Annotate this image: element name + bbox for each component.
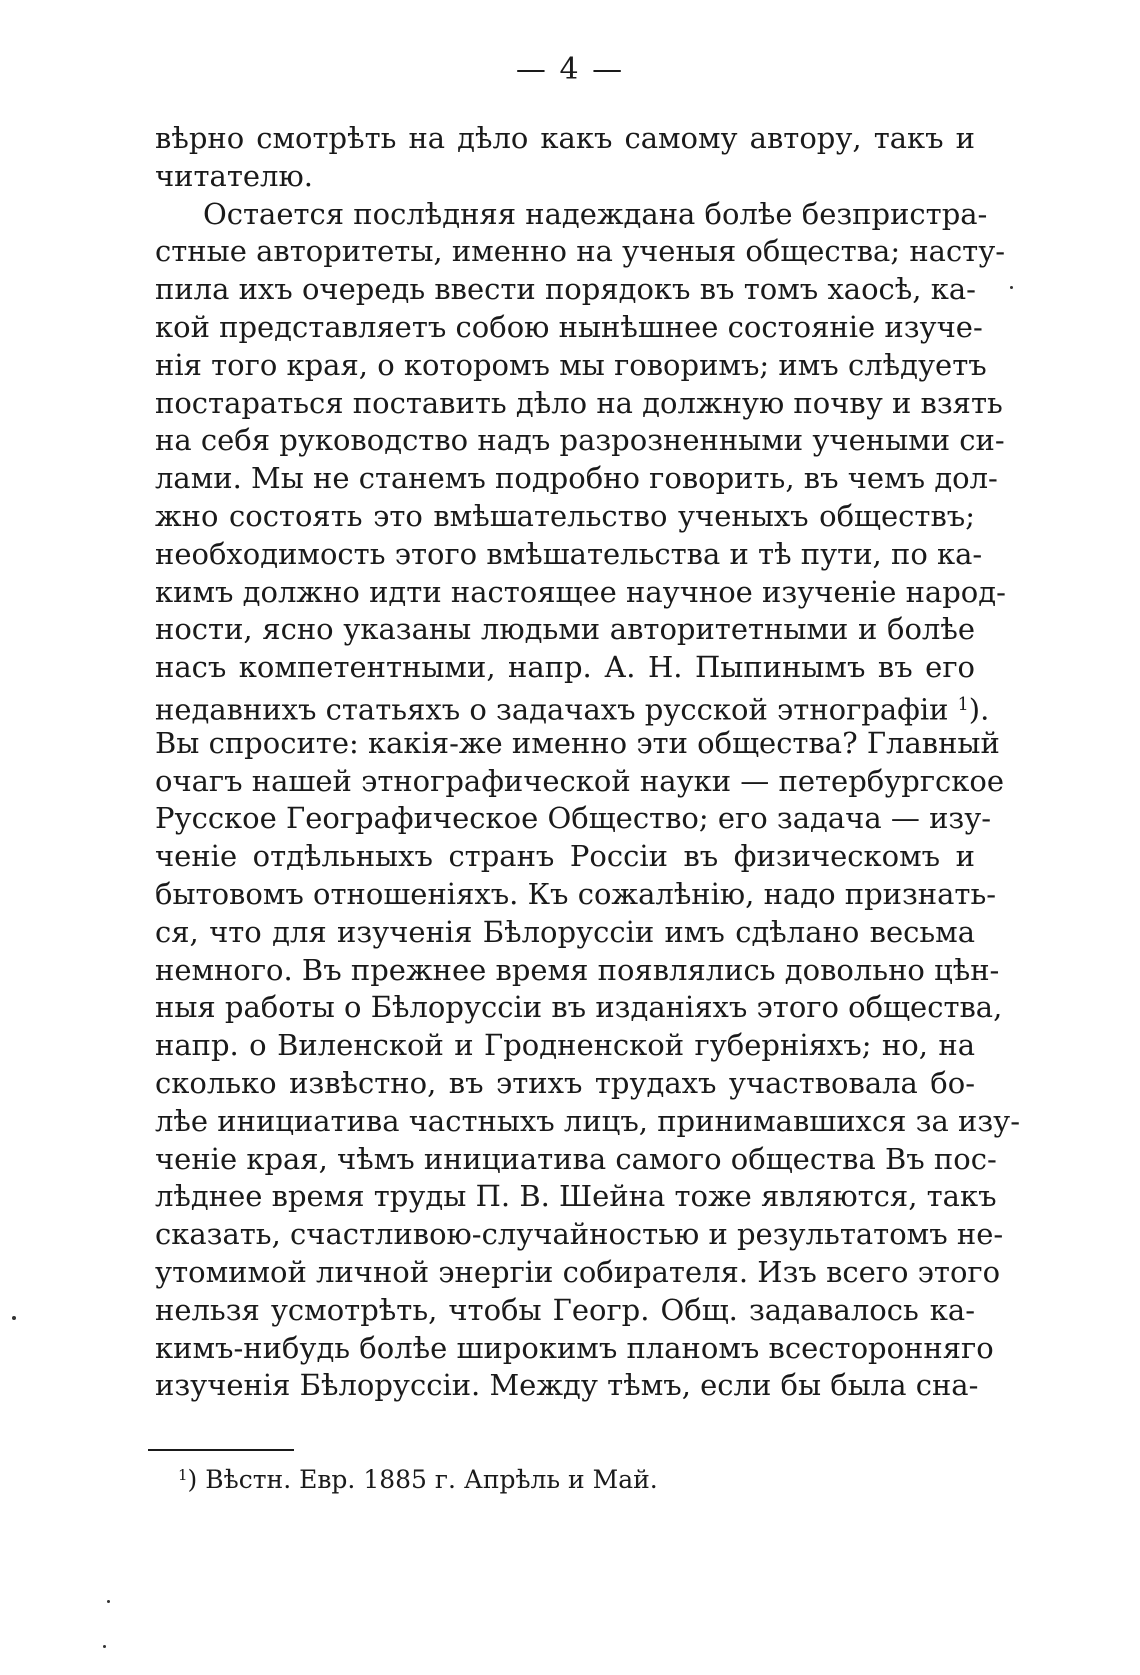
text-line: изученiя Бѣлоруссiи. Между тѣмъ, если бы была сна- bbox=[155, 1368, 979, 1403]
text-line: Русское Географическое Общество; его задача — изу- bbox=[155, 801, 992, 836]
text-line: стные авторитеты, именно на ученыя общества; насту- bbox=[155, 234, 1006, 269]
text-line: ныя работы о Бѣлоруссiи въ изданiяхъ этого общества, bbox=[155, 990, 1003, 1025]
scan-speck bbox=[107, 1600, 110, 1603]
footnote-reference: 1 bbox=[957, 694, 969, 715]
text-line: очагъ нашей этнографической науки — петербургское bbox=[155, 763, 1005, 798]
text-line: Вы спросите: какiя-же именно эти общества? Главный bbox=[155, 725, 1000, 760]
footnote-separator bbox=[148, 1449, 294, 1451]
text-line: кимъ должно идти настоящее научное изученiе народ- bbox=[155, 574, 1006, 609]
scan-speck bbox=[103, 1645, 106, 1648]
text-line: жно состоять это вмѣшательство ученыхъ обществъ; bbox=[155, 498, 975, 533]
text-line: утомимой личной энергiи собирателя. Изъ всего этого bbox=[155, 1254, 1001, 1289]
text-line: ченiе края, чѣмъ инициатива самого общества Въ пос- bbox=[155, 1141, 997, 1176]
text-line: постараться поставить дѣло на должную почву и взять bbox=[155, 385, 1003, 420]
text-line: кой представляетъ собою нынѣшнее состоянiе изуче- bbox=[155, 309, 983, 344]
text-line: нельзя усмотрѣть, чтобы Геогр. Общ. задавалось ка- bbox=[155, 1292, 975, 1327]
text-line: на себя руководство надъ разрозненными учеными си- bbox=[155, 423, 1005, 458]
text-line: необходимость этого вмѣшательства и тѣ пути, по ка- bbox=[155, 536, 983, 571]
text-line: бытовомъ отношенiяхъ. Къ сожалѣнiю, надо признать- bbox=[155, 876, 997, 911]
text-line: Остается послѣдняя надеждана болѣе безпристра- bbox=[203, 196, 988, 231]
text-line: читателю. bbox=[155, 158, 313, 193]
footnote bbox=[178, 1465, 658, 1494]
text-line: ся, что для изученiя Бѣлоруссiи имъ сдѣлано весьма bbox=[155, 914, 975, 949]
text-line: лѣднее время труды П. В. Шейна тоже являются, такъ bbox=[155, 1179, 997, 1214]
text-line: кимъ-нибудь болѣе широкимъ планомъ всесторонняго bbox=[155, 1330, 994, 1365]
text-line: лами. Мы не станемъ подробно говорить, въ чемъ дол- bbox=[155, 461, 998, 496]
body-text bbox=[155, 120, 1021, 1405]
text-line: нiя того края, о которомъ мы говоримъ; имъ слѣдуетъ bbox=[155, 347, 987, 382]
scan-speck bbox=[12, 1316, 16, 1320]
footnote-marker-suffix: ) bbox=[187, 1465, 198, 1494]
footnote-marker: 1 bbox=[178, 1465, 188, 1484]
text-line: насъ компетентными, напр. А. Н. Пыпинымъ въ его bbox=[155, 650, 975, 685]
text-line-content: недавнихъ статьяхъ о задачахъ русской этнографiи bbox=[155, 692, 949, 727]
text-line: немного. Въ прежнее время появлялись довольно цѣн- bbox=[155, 952, 1000, 987]
page-number: — 4 — bbox=[515, 52, 625, 87]
text-line: напр. о Виленской и Гродненской губернiяхъ; но, на bbox=[155, 1028, 975, 1063]
scan-speck bbox=[1010, 286, 1013, 289]
text-line: ченiе отдѣльныхъ странъ Россiи въ физическомъ и bbox=[155, 839, 975, 874]
text-line: сказать, счастливою-случайностью и результатомъ не- bbox=[155, 1217, 1004, 1252]
footnote-text: Вѣстн. Евр. 1885 г. Апрѣль и Май. bbox=[205, 1465, 658, 1494]
text-line-with-footnote-ref bbox=[155, 687, 990, 727]
text-line: вѣрно смотрѣть на дѣло какъ самому автору, такъ и bbox=[155, 121, 975, 155]
text-line: ности, ясно указаны людьми авторитетными и болѣе bbox=[155, 612, 975, 647]
footnote-reference-suffix: ). bbox=[968, 692, 990, 727]
text-line: сколько извѣстно, въ этихъ трудахъ участвовала бо- bbox=[155, 1065, 975, 1100]
text-line: лѣе инициатива частныхъ лицъ, принимавшихся за изу- bbox=[155, 1103, 1021, 1138]
text-line: пила ихъ очередь ввести порядокъ въ томъ хаосѣ, ка- bbox=[155, 272, 976, 307]
